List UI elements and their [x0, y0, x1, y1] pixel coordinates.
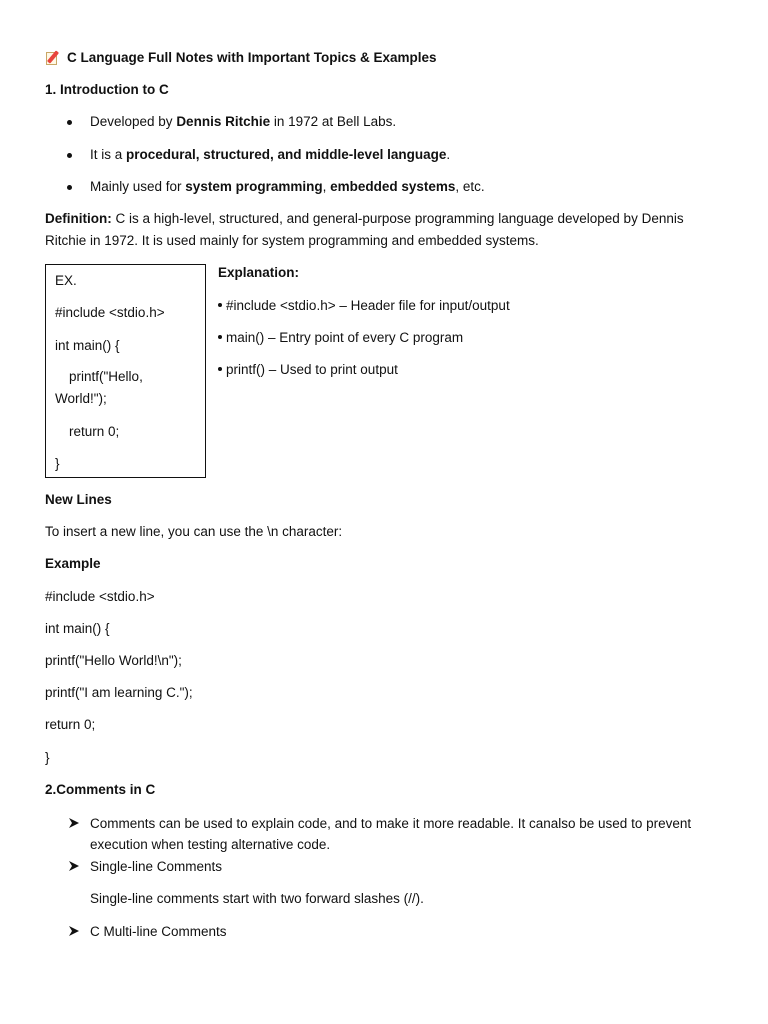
code-line: return 0; [69, 424, 120, 439]
bullet-icon [218, 367, 222, 371]
bullet-icon [218, 335, 222, 339]
definition-text: C is a high-level, structured, and general-purpose programming language developed by Dennis Ritchie in 1972. It is used mainly for system programming and embedded systems. [45, 211, 684, 248]
document-title [45, 49, 437, 67]
arrow-bullet-icon [68, 925, 80, 937]
arrow-bullet-icon [68, 817, 80, 829]
bullet-icon [67, 185, 72, 190]
new-lines-intro: To insert a new line, you can use the \n character: [45, 524, 343, 539]
section-heading-new-lines: New Lines [45, 492, 112, 507]
list-item-text: Comments can be used to explain code, and to make it more readable. It canalso be used to prevent execution when testing alternative code. [90, 816, 692, 852]
bullet-text-bold-2: embedded systems [330, 179, 456, 194]
bullet-icon [218, 303, 222, 307]
list-item-text: Single-line Comments [90, 859, 223, 874]
definition-paragraph [45, 208, 725, 252]
code-line: printf("I am learning C."); [45, 685, 193, 700]
code-line: printf("Hello, World!"); [55, 369, 143, 406]
bullet-text-post: , etc. [455, 179, 485, 194]
code-line: } [45, 750, 50, 765]
code-line: } [55, 456, 60, 471]
document-title-text: C Language Full Notes with Important Topics & Examples [67, 50, 437, 65]
bullet-text-post: in 1972 at Bell Labs. [270, 114, 397, 129]
memo-icon [45, 50, 61, 66]
bullet-icon [67, 153, 72, 158]
explanation-heading: Explanation: [218, 265, 300, 280]
bullet-text-bold: procedural, structured, and middle-level language [126, 147, 447, 162]
explanation-item-text: printf() – Used to print output [226, 362, 398, 377]
code-line: int main() { [55, 338, 120, 353]
code-line: #include <stdio.h> [55, 305, 165, 320]
bullet-text-mid: , [322, 179, 331, 194]
example-heading: Example [45, 556, 101, 571]
explanation-item [218, 297, 510, 315]
arrow-bullet-icon [68, 860, 80, 872]
code-line: #include <stdio.h> [45, 589, 155, 604]
bullet-text-bold: system programming [185, 179, 323, 194]
section-heading-intro: 1. Introduction to C [45, 82, 169, 97]
code-line: return 0; [45, 717, 96, 732]
explanation-item-text: #include <stdio.h> – Header file for input/output [226, 298, 510, 313]
single-line-comment-description: Single-line comments start with two forward slashes (//). [90, 891, 424, 906]
bullet-icon [67, 120, 72, 125]
list-item-text: C Multi-line Comments [90, 924, 227, 939]
code-line: EX. [55, 273, 77, 288]
explanation-item [218, 329, 463, 347]
code-example-box [45, 264, 206, 478]
code-line: int main() { [45, 621, 110, 636]
definition-label: Definition: [45, 211, 112, 226]
bullet-text-bold: Dennis Ritchie [176, 114, 271, 129]
code-line: printf("Hello World!\n"); [45, 653, 182, 668]
section-heading-comments: 2.Comments in C [45, 782, 156, 797]
explanation-item-text: main() – Entry point of every C program [226, 330, 464, 345]
explanation-item [218, 361, 398, 379]
bullet-text-post: . [446, 147, 451, 162]
bullet-text-pre: Mainly used for [90, 179, 186, 194]
bullet-text-pre: It is a [90, 147, 127, 162]
bullet-text-pre: Developed by [90, 114, 177, 129]
